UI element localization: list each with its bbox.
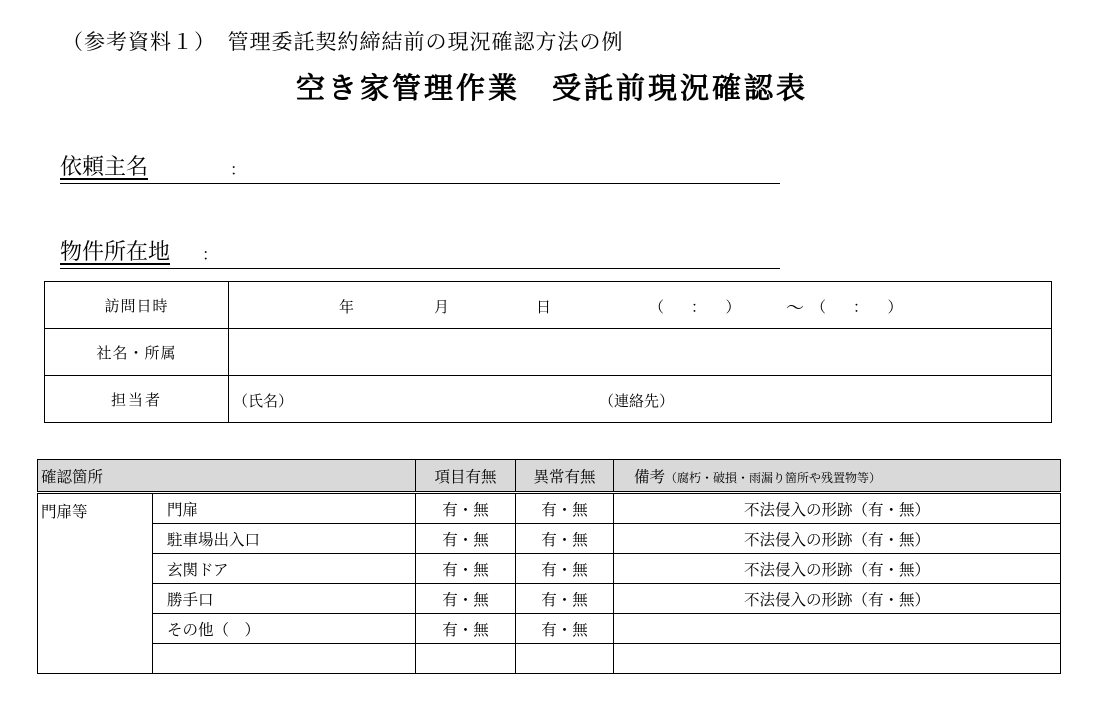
table-row [38,644,1061,674]
abnormal-header: 異常有無 [516,460,614,493]
tilde-separator: ～ [786,298,804,319]
item-cell: 玄関ドア [153,554,416,584]
remark-cell[interactable]: 不法侵入の形跡（有・無） [614,554,1061,584]
category-cell: 門扉等 [38,493,153,674]
end-time: （ ： ） [811,298,909,316]
abnormal-cell[interactable]: 有・無 [516,493,614,524]
table-row [38,584,1061,614]
visit-datetime-label: 訪問日時 [45,282,229,329]
remark-cell[interactable] [614,614,1061,644]
exists-cell[interactable]: 有・無 [416,614,516,644]
item-cell[interactable] [153,644,416,674]
name-hint: （氏名） [233,392,294,410]
item-cell: 勝手口 [153,584,416,614]
visit-info-table [44,281,1052,423]
remark-cell[interactable]: 不法侵入の形跡（有・無） [614,584,1061,614]
abnormal-cell[interactable]: 有・無 [516,524,614,554]
property-address-colon: ： [202,245,219,264]
table-row [38,524,1061,554]
abnormal-cell[interactable]: 有・無 [516,614,614,644]
table-row [38,493,1061,524]
company-label: 社名・所属 [45,329,229,376]
location-header: 確認箇所 [38,460,416,493]
month-label: 月 [434,298,450,316]
abnormal-cell[interactable]: 有・無 [516,584,614,614]
client-name-field[interactable] [60,149,780,184]
abnormal-cell[interactable] [516,644,614,674]
exists-cell[interactable] [416,644,516,674]
remarks-header-label: 備考 [634,467,666,486]
remark-cell[interactable]: 不法侵入の形跡（有・無） [614,524,1061,554]
client-name-label: 依頼主名 [60,155,149,180]
person-row [45,376,1052,423]
check-header-row [38,460,1061,493]
property-address-label: 物件所在地 [60,240,171,265]
visit-datetime-cell[interactable] [229,282,1052,329]
exists-cell[interactable]: 有・無 [416,524,516,554]
company-row [45,329,1052,376]
remarks-header-detail: （腐朽・破損・雨漏り箇所や残置物等） [665,470,882,485]
year-label: 年 [339,298,355,316]
exists-cell[interactable]: 有・無 [416,493,516,524]
person-label: 担当者 [45,376,229,423]
person-cell[interactable] [229,376,1052,423]
remarks-header [614,460,1061,493]
reference-note: （参考資料１） 管理委託契約締結前の現況確認方法の例 [62,30,624,54]
item-cell: 門扉 [153,493,416,524]
item-cell[interactable]: その他（ ） [153,614,416,644]
exists-cell[interactable]: 有・無 [416,554,516,584]
property-address-field[interactable] [60,234,780,269]
document-title: 空き家管理作業 受託前現況確認表 [296,71,809,105]
table-row [38,554,1061,584]
item-cell: 駐車場出入口 [153,524,416,554]
abnormal-cell[interactable]: 有・無 [516,554,614,584]
day-label: 日 [536,298,552,316]
company-cell[interactable] [229,329,1052,376]
exists-cell[interactable]: 有・無 [416,584,516,614]
client-name-colon: ： [230,160,247,179]
start-time: （ ： ） [649,298,747,316]
remark-cell[interactable] [614,644,1061,674]
visit-datetime-row [45,282,1052,329]
item-exists-header: 項目有無 [416,460,516,493]
contact-hint: （連絡先） [599,392,675,410]
table-row [38,614,1061,644]
check-table [37,459,1061,674]
remark-cell[interactable]: 不法侵入の形跡（有・無） [614,493,1061,524]
